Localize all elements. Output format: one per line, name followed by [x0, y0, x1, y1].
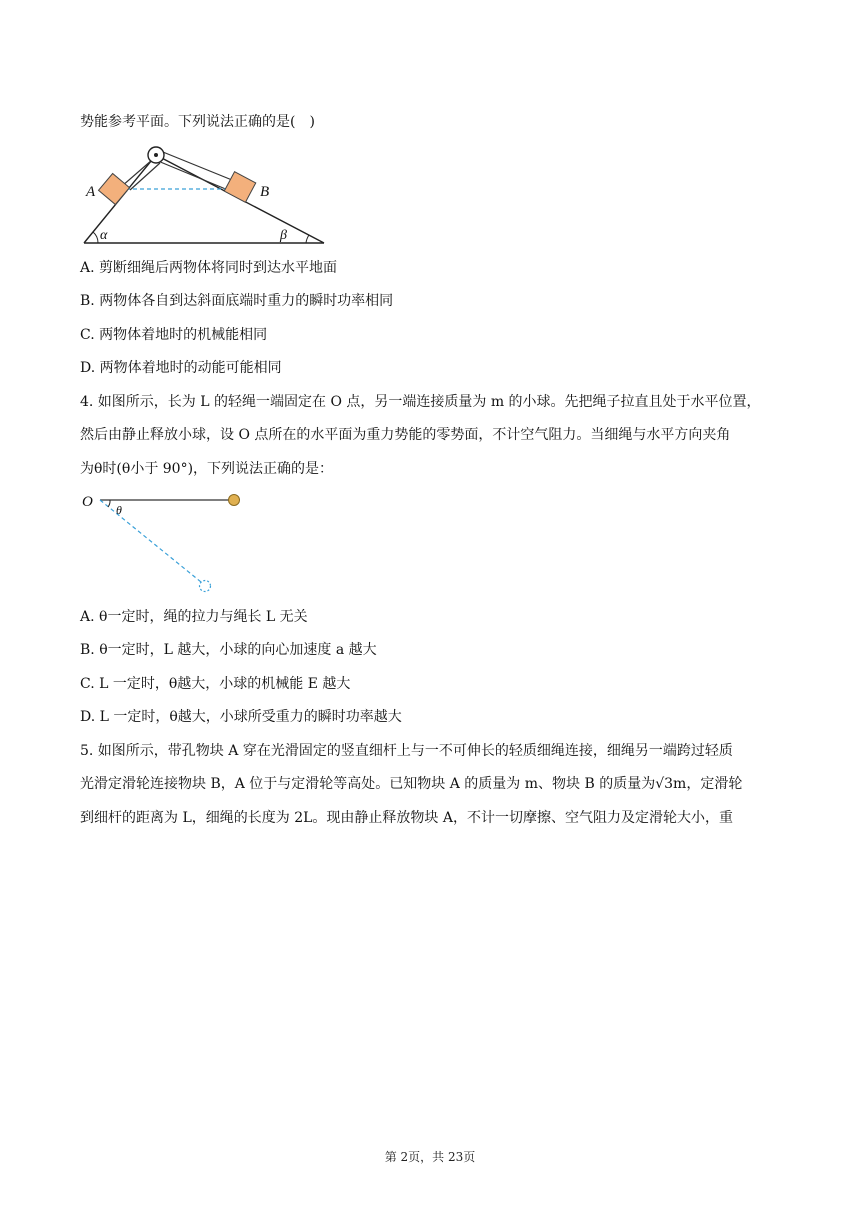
pendulum-figure [80, 488, 250, 598]
right-rope-inner [158, 161, 228, 190]
q5-line-3: 到细杆的距离为 L，细绳的长度为 2L。现由静止释放物块 A，不计一切摩擦、空气阻力及定滑轮大小，重 [80, 810, 733, 826]
q4-line-1: 4. 如图所示，长为 L 的轻绳一端固定在 O 点，另一端连接质量为 m 的小球。先把绳子拉直且处于水平位置， [80, 394, 761, 410]
q4-line-2: 然后由静止释放小球，设 O 点所在的水平面为重力势能的零势面，不计空气阻力。当细绳与水平方向夹角 [80, 427, 731, 443]
q3-option-a: A. 剪断细绳后两物体将同时到达水平地面 [80, 260, 338, 276]
q4-line-3: 为θ时(θ小于 90°)，下列说法正确的是： [80, 461, 334, 477]
q3-option-c: C. 两物体着地时的机械能相同 [80, 327, 268, 343]
block-b [224, 172, 256, 203]
ball [229, 495, 240, 506]
block-a [99, 174, 130, 205]
q5-line-1: 5. 如图所示，带孔物块 A 穿在光滑固定的竖直细杆上与一不可伸长的轻质细绳连接，细绳另一端跨过轻质 [80, 743, 733, 759]
label-theta: θ [116, 503, 122, 517]
angle-alpha-arc [93, 232, 98, 243]
q4-option-c: C. L 一定时，θ越大，小球的机械能 E 越大 [80, 676, 351, 692]
q4-option-b: B. θ一定时，L 越大，小球的向心加速度 a 越大 [80, 642, 377, 658]
theta-arc [108, 500, 110, 507]
label-beta: β [280, 228, 287, 243]
label-o: O [82, 494, 93, 510]
pulley-center [154, 153, 158, 157]
q4-option-a: A. θ一定时，绳的拉力与绳长 L 无关 [80, 609, 308, 625]
page-footer: 第 2页，共 23页 [384, 1150, 476, 1164]
q4-option-d: D. L 一定时，θ越大，小球所受重力的瞬时功率越大 [80, 709, 402, 725]
ball-dashed [200, 581, 211, 592]
q5-line-2: 光滑定滑轮连接物块 B，A 位于与定滑轮等高处。已知物块 A 的质量为 m、物块 B 的质量为√3m，定滑轮 [80, 776, 743, 792]
angle-beta-arc [306, 235, 309, 243]
q3-option-d: D. 两物体着地时的动能可能相同 [80, 360, 282, 376]
q3-tail-text: 势能参考平面。下列说法正确的是( ) [80, 114, 315, 130]
label-b: B [260, 184, 270, 200]
label-alpha: α [100, 228, 108, 243]
incline-figure [80, 140, 330, 248]
q3-option-b: B. 两物体各自到达斜面底端时重力的瞬时功率相同 [80, 293, 394, 309]
left-rope [122, 160, 152, 186]
label-a: A [86, 184, 96, 200]
left-rope-inner [130, 163, 160, 190]
